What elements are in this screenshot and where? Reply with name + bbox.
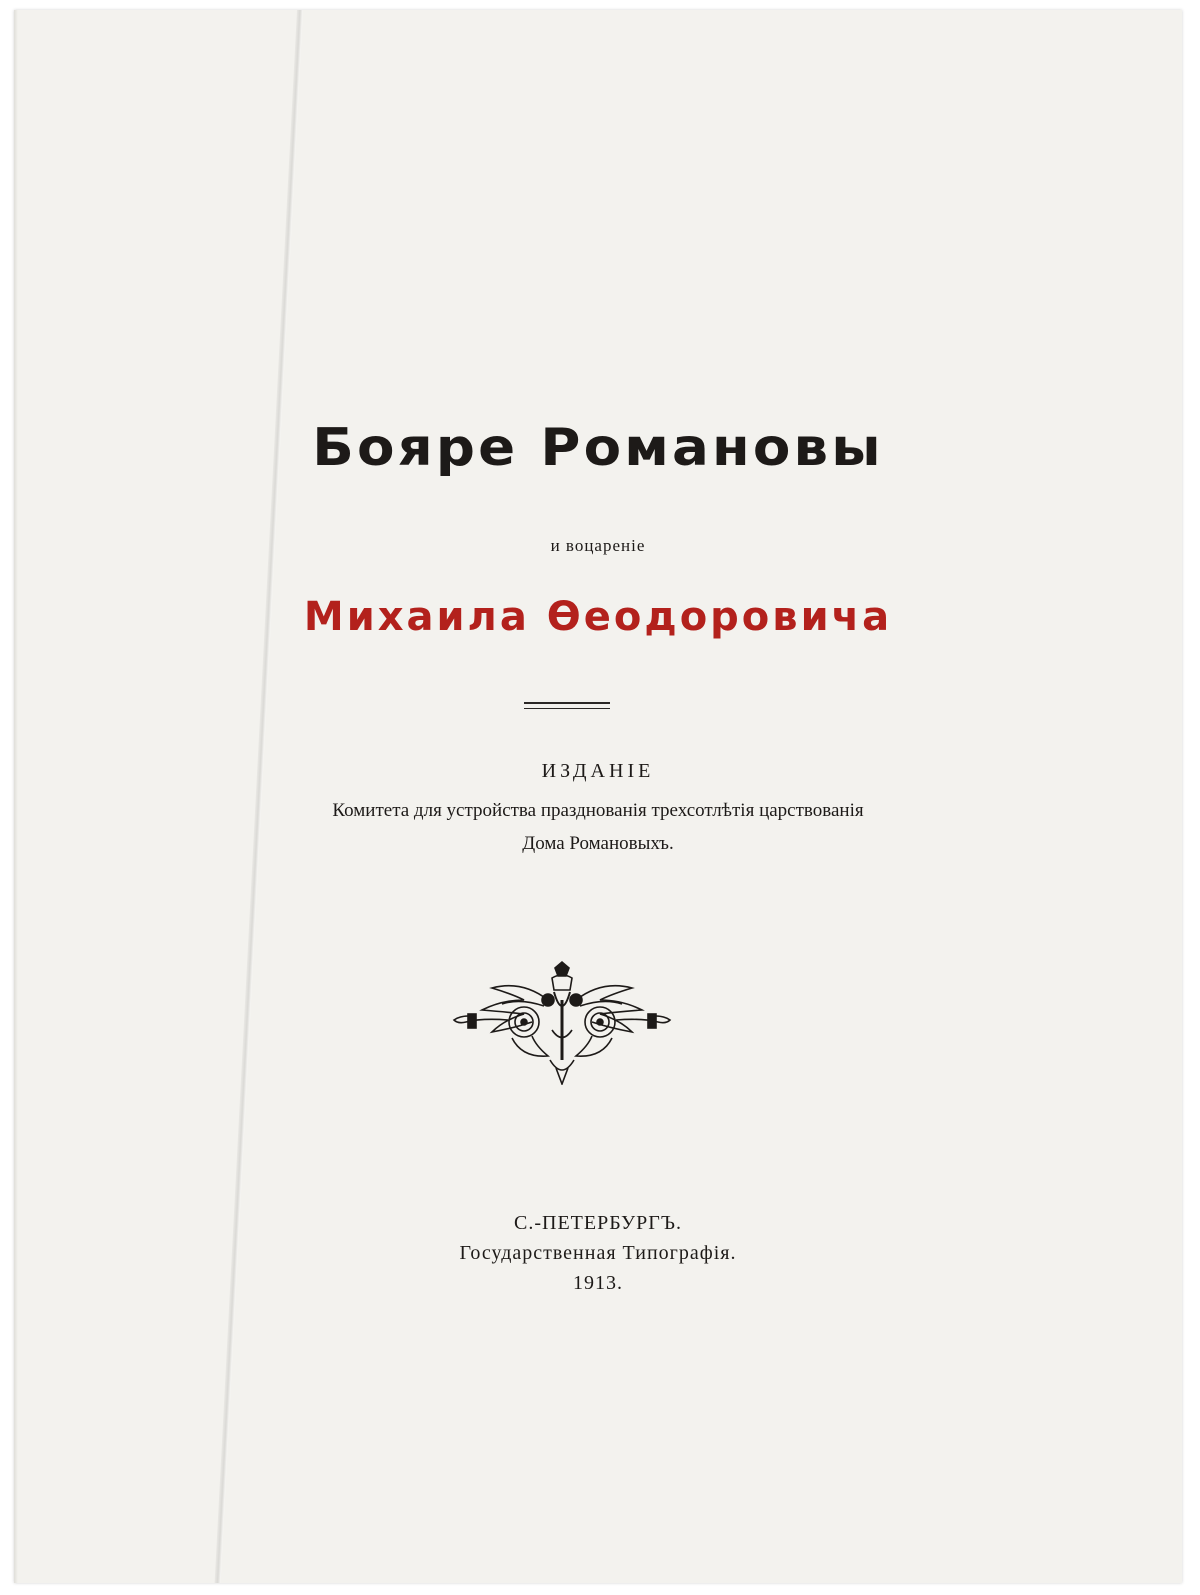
red-title: Михаила Өеодоровича	[303, 594, 893, 640]
imprint-year: 1913.	[573, 1272, 623, 1294]
main-title: Бояре Романовы	[312, 418, 884, 478]
edition-label: ИЗДАНІЕ	[541, 760, 655, 782]
edition-line-1: Комитета для устройства празднованія трехсотлѣтія царствованія	[332, 800, 864, 821]
paper-fold-line	[215, 10, 303, 1583]
subtitle-small: и воцареніе	[550, 536, 646, 555]
double-headed-eagle-ornament-icon	[452, 960, 672, 1085]
title-page	[14, 10, 1182, 1583]
edition-line-2: Дома Романовыхъ.	[522, 833, 674, 854]
imprint-city: С.-ПЕТЕРБУРГЪ.	[514, 1212, 682, 1234]
double-rule-divider	[524, 702, 610, 709]
page-edge	[14, 10, 18, 1583]
imprint-press: Государственная Типографія.	[459, 1242, 737, 1264]
